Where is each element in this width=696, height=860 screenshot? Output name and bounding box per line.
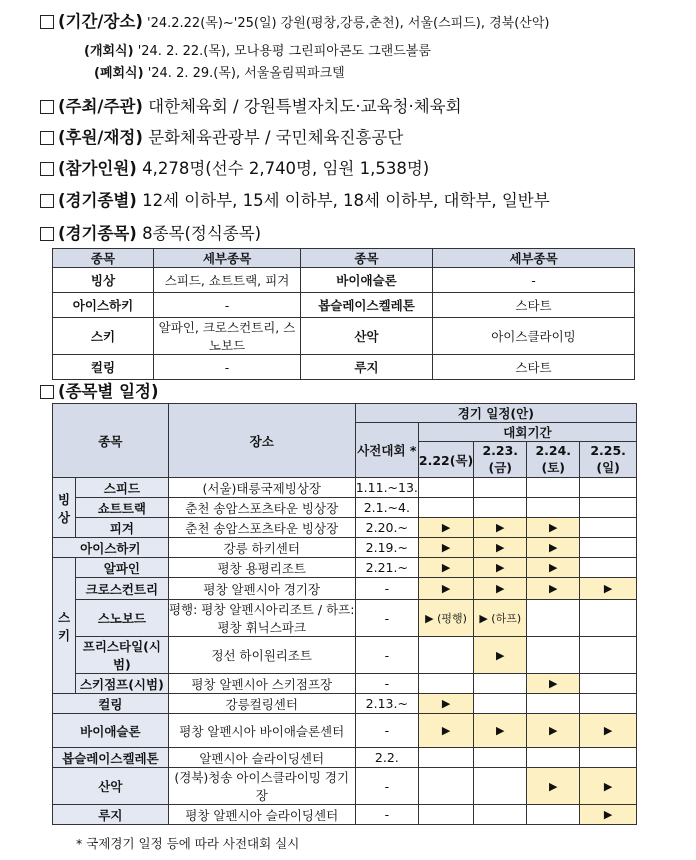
schedule-mark <box>418 478 473 498</box>
h-day: 2.22(목) <box>418 442 473 478</box>
schedule-mark: ▶ (평행) <box>418 600 473 637</box>
venue-cell: 평행: 평창 알펜시아리조트 / 하프: 평창 휘닉스파크 <box>168 600 355 637</box>
divisions-line <box>40 187 550 211</box>
schedule-mark <box>580 674 637 694</box>
venue-cell: 강릉컬링센터 <box>168 694 355 714</box>
cell: 루지 <box>301 355 433 380</box>
schedule-mark <box>527 748 580 768</box>
schedule-mark: ▶ <box>474 518 527 538</box>
divisions-text: 12세 이하부, 15세 이하부, 18세 이하부, 대학부, 일반부 <box>136 191 550 210</box>
schedule-mark: ▶ <box>527 558 580 578</box>
schedule-mark: ▶ <box>527 538 580 558</box>
table-row <box>53 478 637 498</box>
pre-event-cell: 2.13.~ <box>355 694 418 714</box>
cell: 아이스하키 <box>53 293 154 318</box>
venue-cell: 평창 알펜시아 경기장 <box>168 578 355 600</box>
opening-label: (개회식) <box>84 44 134 59</box>
pre-event-cell: - <box>355 600 418 637</box>
event-cell: 바이애슬론 <box>53 714 169 748</box>
schedule-mark <box>580 538 637 558</box>
table-row <box>53 355 635 380</box>
schedule-mark <box>527 600 580 637</box>
schedule-mark <box>580 694 637 714</box>
events-table <box>52 248 635 380</box>
schedule-mark: ▶ <box>418 578 473 600</box>
schedule-mark: ▶ <box>527 714 580 748</box>
schedule-mark <box>418 637 473 674</box>
closing-text: '24. 2. 29.(목), 서울올림픽파크텔 <box>143 66 345 81</box>
schedule-mark <box>418 805 473 825</box>
pre-event-cell: - <box>355 578 418 600</box>
schedule-mark <box>474 478 527 498</box>
event-cell: 프리스타일(시범) <box>76 637 169 674</box>
opening-line <box>84 40 431 59</box>
event-cell: 루지 <box>53 805 169 825</box>
schedule-mark: ▶ <box>418 714 473 748</box>
participants-label: (참가인원) <box>58 159 137 178</box>
period-label: (기간/장소) <box>58 12 143 31</box>
pre-event-cell: - <box>355 768 418 805</box>
schedule-mark: ▶ <box>418 694 473 714</box>
checkbox-icon <box>40 194 54 208</box>
schedule-mark <box>580 558 637 578</box>
table-row <box>53 748 637 768</box>
cell: 스타트 <box>433 355 635 380</box>
schedule-mark <box>418 498 473 518</box>
divisions-label: (경기종별) <box>58 191 137 210</box>
venue-cell: 평창 알펜시아 스키점프장 <box>168 674 355 694</box>
table-row <box>53 268 635 293</box>
table-row <box>53 578 637 600</box>
event-cell: 피겨 <box>76 518 169 538</box>
schedule-mark <box>474 768 527 805</box>
schedule-mark <box>580 637 637 674</box>
schedule-table <box>52 403 637 825</box>
schedule-mark: ▶ <box>474 714 527 748</box>
schedule-mark <box>418 768 473 805</box>
schedule-mark <box>474 805 527 825</box>
period-line <box>40 8 549 32</box>
cell: 스키 <box>53 318 154 355</box>
venue-cell: 춘천 송암스포츠타운 빙상장 <box>168 518 355 538</box>
event-cell: 스키점프(시범) <box>76 674 169 694</box>
schedule-mark <box>474 694 527 714</box>
schedule-mark <box>580 518 637 538</box>
schedule-mark: ▶ <box>527 768 580 805</box>
schedule-mark: ▶ <box>527 578 580 600</box>
schedule-mark: ▶ <box>474 558 527 578</box>
checkbox-icon <box>40 131 54 145</box>
event-cell: 쇼트트랙 <box>76 498 169 518</box>
venue-cell: 평창 알펜시아 바이애슬론센터 <box>168 714 355 748</box>
period-text: '24.2.22(목)~'25(일) 강원(평창,강릉,춘천), 서울(스피드), 경북(산악) <box>142 16 550 31</box>
schedule-mark: ▶ <box>580 714 637 748</box>
host-label: (주최/주관) <box>58 97 143 116</box>
host-text: 대한체육회 / 강원특별자치도·교육청·체육회 <box>142 97 462 116</box>
h-day: 2.25.(일) <box>580 442 637 478</box>
event-cell: 봅슬레이스켈레톤 <box>53 748 169 768</box>
pre-event-cell: - <box>355 714 418 748</box>
checkbox-icon <box>40 227 54 241</box>
events-label: (경기종목) <box>58 224 137 243</box>
schedule-mark <box>580 600 637 637</box>
venue-cell: 강릉 하키센터 <box>168 538 355 558</box>
schedule-mark: ▶ <box>580 578 637 600</box>
table-row <box>53 318 635 355</box>
group-label: 빙상 <box>53 478 76 538</box>
pre-event-cell: 2.1.~4. <box>355 498 418 518</box>
venue-cell: 정선 하이원리조트 <box>168 637 355 674</box>
event-cell: 아이스하키 <box>53 538 169 558</box>
pre-event-cell: - <box>355 637 418 674</box>
schedule-mark: ▶ <box>580 768 637 805</box>
col-header: 종목 <box>53 249 154 268</box>
cell: - <box>433 268 635 293</box>
events-line <box>40 220 261 244</box>
h-day: 2.23.(금) <box>474 442 527 478</box>
event-cell: 산악 <box>53 768 169 805</box>
sponsor-label: (후원/재정) <box>58 128 143 147</box>
schedule-mark <box>474 498 527 518</box>
venue-cell: 평창 알펜시아 슬라이딩센터 <box>168 805 355 825</box>
schedule-mark <box>474 748 527 768</box>
pre-event-cell: 2.2. <box>355 748 418 768</box>
host-line <box>40 93 462 117</box>
schedule-heading <box>40 378 159 402</box>
cell: - <box>154 293 301 318</box>
schedule-label: (종목별 일정) <box>58 382 159 401</box>
pre-event-cell: 2.21.~ <box>355 558 418 578</box>
cell: 스피드, 쇼트트랙, 피겨 <box>154 268 301 293</box>
events-text: 8종목(정식종목) <box>136 224 262 243</box>
schedule-mark: ▶ <box>527 518 580 538</box>
schedule-mark <box>527 694 580 714</box>
col-header: 종목 <box>301 249 433 268</box>
pre-event-cell: 1.11.~13. <box>355 478 418 498</box>
pre-event-cell: 2.19.~ <box>355 538 418 558</box>
closing-line <box>94 62 345 81</box>
event-cell: 스피드 <box>76 478 169 498</box>
schedule-mark: ▶ <box>580 805 637 825</box>
table-row <box>53 805 637 825</box>
venue-cell: 알펜시아 슬라이딩센터 <box>168 748 355 768</box>
schedule-mark: ▶ <box>418 558 473 578</box>
sponsor-line <box>40 124 403 148</box>
schedule-mark <box>418 748 473 768</box>
sponsor-text: 문화체육관광부 / 국민체육진흥공단 <box>142 128 404 147</box>
table-row <box>53 674 637 694</box>
group-label: 스키 <box>53 558 76 694</box>
pre-event-cell: - <box>355 805 418 825</box>
schedule-mark: ▶ <box>474 637 527 674</box>
schedule-mark <box>580 478 637 498</box>
participants-text: 4,278명(선수 2,740명, 임원 1,538명) <box>136 159 430 178</box>
venue-cell: 평창 용평리조트 <box>168 558 355 578</box>
schedule-mark <box>418 674 473 694</box>
table-row <box>53 694 637 714</box>
table-row <box>53 538 637 558</box>
schedule-mark: ▶ <box>418 518 473 538</box>
schedule-mark <box>527 805 580 825</box>
h-period: 대회기간 <box>418 423 636 442</box>
col-header: 세부종목 <box>154 249 301 268</box>
table-row <box>53 498 637 518</box>
h-plan: 경기 일정(안) <box>355 404 636 423</box>
schedule-mark: ▶ <box>474 578 527 600</box>
footnote: * 국제경기 일정 등에 따라 사전대회 실시 <box>76 836 300 851</box>
event-cell: 크로스컨트리 <box>76 578 169 600</box>
event-cell: 컬링 <box>53 694 169 714</box>
event-cell: 스노보드 <box>76 600 169 637</box>
table-row <box>53 768 637 805</box>
cell: 컬링 <box>53 355 154 380</box>
h-event: 종목 <box>53 404 169 478</box>
schedule-mark <box>580 498 637 518</box>
schedule-mark: ▶ <box>527 674 580 694</box>
schedule-mark <box>527 478 580 498</box>
participants-line <box>40 155 429 179</box>
cell: 바이애슬론 <box>301 268 433 293</box>
cell: 산악 <box>301 318 433 355</box>
table-row <box>53 714 637 748</box>
cell: 알파인, 크로스컨트리, 스노보드 <box>154 318 301 355</box>
closing-label: (폐회식) <box>94 66 144 81</box>
checkbox-icon <box>40 15 54 29</box>
venue-cell: (경북)청송 아이스클라이밍 경기장 <box>168 768 355 805</box>
schedule-mark <box>527 637 580 674</box>
checkbox-icon <box>40 162 54 176</box>
opening-text: '24. 2. 22.(목), 모나용평 그린피아콘도 그랜드볼룸 <box>133 44 431 59</box>
schedule-mark: ▶ <box>474 538 527 558</box>
venue-cell: 춘천 송암스포츠타운 빙상장 <box>168 498 355 518</box>
cell: - <box>154 355 301 380</box>
schedule-mark <box>580 748 637 768</box>
cell: 아이스클라이밍 <box>433 318 635 355</box>
venue-cell: (서울)태릉국제빙상장 <box>168 478 355 498</box>
h-venue: 장소 <box>168 404 355 478</box>
cell: 봅슬레이스켈레톤 <box>301 293 433 318</box>
col-header: 세부종목 <box>433 249 635 268</box>
checkbox-icon <box>40 100 54 114</box>
table-row <box>53 637 637 674</box>
cell: 스타트 <box>433 293 635 318</box>
checkbox-icon <box>40 385 54 399</box>
pre-event-cell: 2.20.~ <box>355 518 418 538</box>
schedule-mark: ▶ <box>418 538 473 558</box>
table-row <box>53 558 637 578</box>
pre-event-cell: - <box>355 674 418 694</box>
h-day: 2.24.(토) <box>527 442 580 478</box>
schedule-mark <box>474 674 527 694</box>
schedule-mark: ▶ (하프) <box>474 600 527 637</box>
cell: 빙상 <box>53 268 154 293</box>
table-row <box>53 293 635 318</box>
table-row <box>53 600 637 637</box>
event-cell: 알파인 <box>76 558 169 578</box>
table-row <box>53 518 637 538</box>
h-pre: 사전대회 * <box>355 423 418 478</box>
schedule-mark <box>527 498 580 518</box>
